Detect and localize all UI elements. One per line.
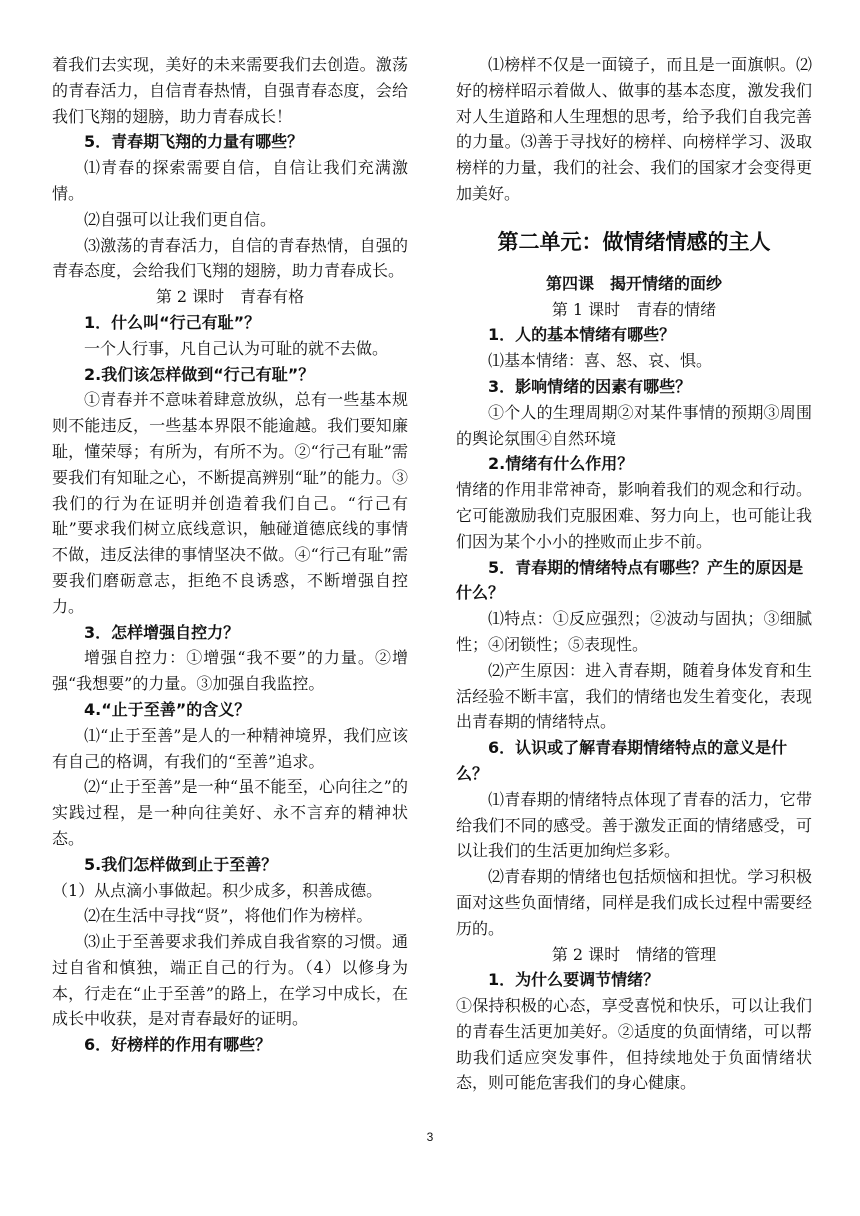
paragraph: ⑴特点：①反应强烈；②波动与固执；③细腻性；④闭锁性；⑤表现性。 bbox=[456, 609, 812, 654]
paragraph: 一个人行事，凡自己认为可耻的就不去做。 bbox=[84, 338, 389, 358]
paragraph: ⑶止于至善要求我们养成自我省察的习惯。通过自省和慎独，端正自己的行为。（4）以修身为本，行走在“止于至善”的路上，在学习中成长，在成长中收获，是对青春最好的证明。 bbox=[52, 932, 408, 1029]
left-column bbox=[52, 52, 408, 1058]
paragraph: ⑴榜样不仅是一面镜子，而且是一面旗帜。⑵好的榜样昭示着做人、做事的基本态度，激发我们对人生道路和人生理想的思考，给予我们自我完善的力量。⑶善于寻找好的榜样、向榜样学习、汲取榜样的力量，我们的社会、我们的国家才会变得更加美好。 bbox=[456, 55, 812, 203]
page-number: 3 bbox=[426, 1130, 434, 1144]
question-heading: 6．认识或了解青春期情绪特点的意义是什么？ bbox=[456, 738, 788, 783]
question-heading: 2.情绪有什么作用？ bbox=[488, 454, 634, 474]
chapter-title: 第四课 揭开情绪的面纱 bbox=[545, 273, 722, 293]
question-heading: 5．青春期飞翔的力量有哪些？ bbox=[84, 132, 304, 152]
question-heading: 1．为什么要调节情绪？ bbox=[488, 970, 660, 990]
paragraph: ①保持积极的心态，享受喜悦和快乐，可以让我们的青春生活更加美好。②适度的负面情绪，可以帮助我们适应突发事件，但持续地处于负面情绪状态，则可能危害我们的身心健康。 bbox=[456, 996, 812, 1093]
paragraph: （1）从点滴小事做起。积少成多，积善成德。 bbox=[52, 880, 383, 900]
question-heading: 4.“止于至善”的含义？ bbox=[84, 699, 251, 719]
question-heading: 1．人的基本情绪有哪些？ bbox=[488, 325, 676, 345]
question-heading: 3．影响情绪的因素有哪些？ bbox=[488, 376, 692, 396]
paragraph: ⑴“止于至善”是人的一种精神境界，我们应该有自己的格调，有我们的“至善”追求。 bbox=[52, 725, 408, 771]
paragraph: 着我们去实现，美好的未来需要我们去创造。激荡的青春活力，自信青春热情，自强青春态度，会给我们飞翔的翅膀，助力青春成长！ bbox=[52, 55, 408, 126]
paragraph: ⑴青春期的情绪特点体现了青春的活力，它带给我们不同的感受。善于激发正面的情绪感受，可以让我们的生活更加绚烂多彩。 bbox=[456, 789, 812, 861]
question-heading: 3．怎样增强自控力？ bbox=[84, 622, 240, 642]
paragraph: ⑵青春期的情绪也包括烦恼和担忧。学习积极面对这些负面情绪，同样是我们成长过程中需要经历的。 bbox=[456, 867, 812, 938]
paragraph: ⑵“止于至善”是一种“虽不能至，心向往之”的实践过程，是一种向往美好、永不言弃的精神状态。 bbox=[52, 777, 408, 848]
paragraph: ①青春并不意味着肆意放纵，总有一些基本规则不能违反，一些基本界限不能逾越。我们要知廉耻，懂荣辱；有所为，有所不为。②“行己有耻”需要我们有知耻之心，不断提高辨别“耻”的能力。③我们的行为在证明并创造着我们自己。“行己有耻”要求我们树立底线意识，触碰道德底线的事情不做，违反法律的事情坚决不做。④“行己有耻”需要我们磨砺意志，拒绝不良诱惑，不断增强自控力。 bbox=[52, 390, 408, 616]
paragraph: 情绪的作用非常神奇，影响着我们的观念和行动。它可能激励我们克服困难、努力向上，也可能让我们因为某个小小的挫败而止步不前。 bbox=[456, 480, 812, 551]
paragraph: 增强自控力：①增强“我不要”的力量。②增强“我想要”的力量。③加强自我监控。 bbox=[52, 648, 408, 694]
paragraph: ⑴基本情绪：喜、怒、哀、惧。 bbox=[488, 351, 713, 371]
paragraph: ⑵在生活中寻找“贤”，将他们作为榜样。 bbox=[84, 906, 373, 926]
question-heading: 5.我们怎样做到止于至善？ bbox=[84, 854, 278, 874]
paragraph: ⑵产生原因：进入青春期，随着身体发育和生活经验不断丰富，我们的情绪也发生着变化，表现出青春期的情绪特点。 bbox=[456, 660, 812, 732]
lesson-title: 第 1 课时 青春的情绪 bbox=[551, 299, 717, 319]
question-heading: 6．好榜样的作用有哪些？ bbox=[84, 1035, 272, 1055]
question-heading: 5．青春期的情绪特点有哪些？产生的原因是什么？ bbox=[456, 557, 804, 603]
right-column bbox=[456, 52, 812, 1096]
paragraph: ⑶激荡的青春活力，自信的青春热情，自强的青春态度，会给我们飞翔的翅膀，助力青春成长。 bbox=[52, 235, 408, 281]
paragraph: ⑵自强可以让我们更自信。 bbox=[84, 209, 277, 229]
paragraph: ①个人的生理周期②对某件事情的预期③周围的舆论氛围④自然环境 bbox=[456, 402, 812, 448]
paragraph: ⑴青春的探索需要自信，自信让我们充满激情。 bbox=[52, 158, 408, 203]
lesson-title: 第 2 课时 青春有格 bbox=[155, 287, 305, 307]
question-heading: 1．什么叫“行己有耻”？ bbox=[84, 312, 261, 332]
unit-title: 第二单元：做情绪情感的主人 bbox=[497, 229, 771, 254]
lesson-title: 第 2 课时 情绪的管理 bbox=[551, 944, 717, 964]
question-heading: 2.我们该怎样做到“行己有耻”？ bbox=[84, 364, 315, 384]
